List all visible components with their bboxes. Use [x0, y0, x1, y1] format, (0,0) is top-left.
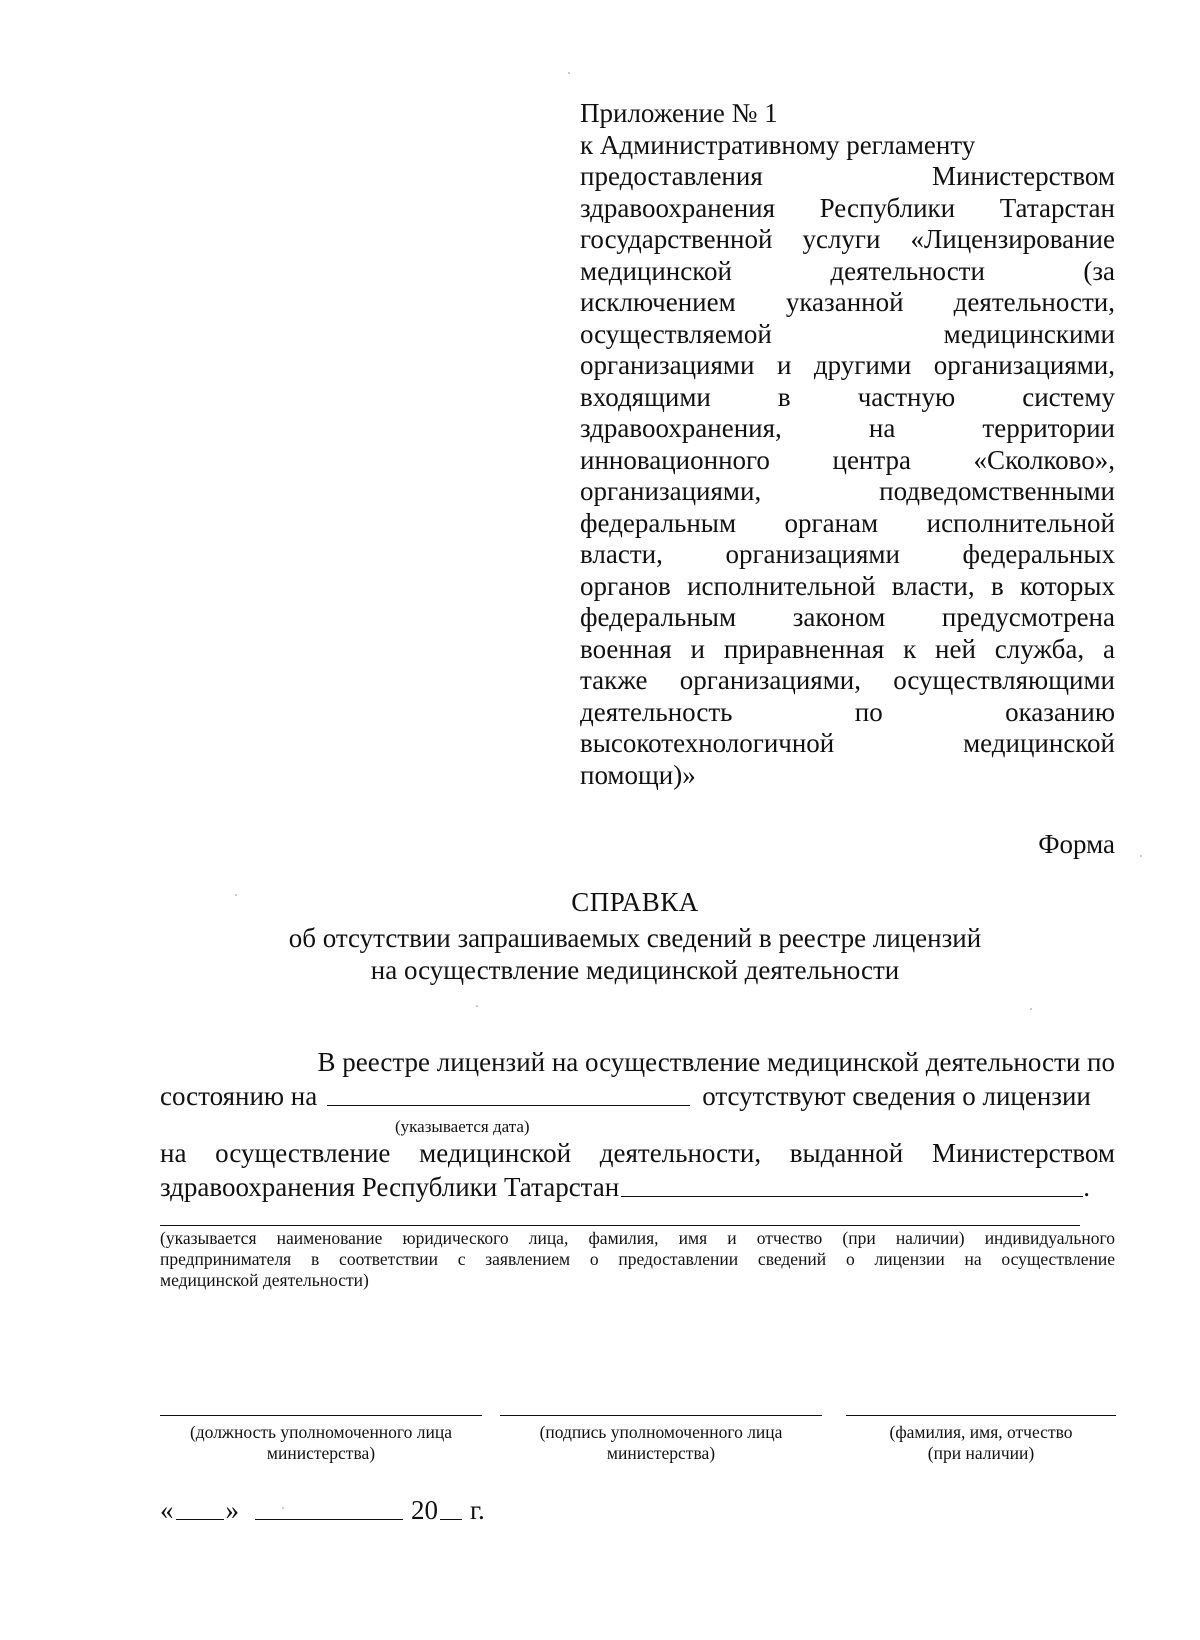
date-line — [160, 1495, 485, 1526]
appendix-line: организациями, подведомственными — [580, 476, 1115, 506]
scan-speck — [1140, 855, 1142, 857]
signature-name-block — [846, 1415, 1116, 1464]
scan-speck — [568, 72, 570, 74]
appendix-header — [580, 98, 1115, 791]
body-text: состоянию на — [160, 1081, 318, 1111]
note-line: (указывается наименование юридического лица, фамилия, имя и отчество (при наличии) индивидуального — [160, 1228, 1115, 1248]
year-blank-field[interactable] — [440, 1495, 462, 1520]
appendix-line: также организациями, осуществляющими — [580, 665, 1115, 695]
appendix-line: здравоохранения, на территории — [580, 413, 1115, 443]
scan-speck — [476, 1005, 478, 1007]
scan-speck — [282, 1507, 284, 1509]
body-line-4 — [160, 1172, 1115, 1203]
note-line: предпринимателя в соответствии с заявлением о предоставлении сведений о лицензии на осуществление — [160, 1249, 1115, 1269]
subtitle-line: об отсутствии запрашиваемых сведений в реестре лицензий — [288, 923, 982, 953]
name-caption: (при наличии) — [927, 1443, 1035, 1463]
month-blank-field[interactable] — [255, 1495, 403, 1520]
appendix-line: Приложение № 1 — [580, 98, 778, 128]
year-prefix: 20 — [411, 1495, 438, 1525]
appendix-line: входящими в частную систему — [580, 381, 1115, 412]
appendix-line: к Административному регламенту — [580, 129, 976, 160]
subtitle-line: на осуществление медицинской деятельности — [370, 955, 900, 985]
body-text: В реестре лицензий на осуществление медицинской деятельности по — [317, 1047, 1115, 1077]
signature-sign-block — [500, 1415, 822, 1464]
document-title: СПРАВКА — [571, 887, 699, 917]
date-blank-field[interactable] — [327, 1081, 690, 1106]
body-line-2 — [160, 1081, 1115, 1112]
date-open-quote: « — [160, 1495, 174, 1525]
appendix-line: осуществляемой медицинскими — [580, 318, 1115, 349]
note-line: медицинской деятельности) — [160, 1270, 369, 1290]
appendix-line: предоставления Министерством — [580, 161, 1115, 191]
day-blank-field[interactable] — [176, 1495, 224, 1520]
body-text: отсутствуют сведения о лицензии — [702, 1081, 1091, 1111]
document-subtitle — [0, 922, 1200, 986]
appendix-line: исключением указанной деятельности, — [580, 287, 1115, 317]
appendix-line: деятельность по оказанию — [580, 696, 1115, 727]
position-caption: (должность уполномоченного лица — [189, 1422, 453, 1442]
form-label: Форма — [1038, 829, 1115, 859]
appendix-line: государственной услуги «Лицензирование — [580, 224, 1115, 254]
appendix-line: федеральным органам исполнительной — [580, 507, 1115, 538]
signature-caption: министерства) — [606, 1443, 716, 1463]
licensee-blank-field[interactable] — [621, 1172, 1083, 1197]
licensee-note — [160, 1228, 1115, 1291]
name-blank-field[interactable] — [846, 1415, 1116, 1416]
appendix-line: здравоохранения Республики Татарстан — [580, 192, 1115, 223]
year-suffix: г. — [470, 1495, 485, 1525]
body-line-1 — [160, 1047, 1115, 1078]
appendix-line: федеральным законом предусмотрена — [580, 602, 1115, 632]
licensee-name-rule — [160, 1225, 1080, 1226]
appendix-line: военная и приравненная к ней служба, а — [580, 633, 1115, 664]
signature-caption: (подпись уполномоченного лица — [539, 1422, 783, 1442]
position-caption: министерства) — [266, 1443, 376, 1463]
body-text: . — [1083, 1172, 1090, 1202]
appendix-line: высокотехнологичной медицинской — [580, 728, 1115, 758]
appendix-line: медицинской деятельности (за — [580, 255, 1115, 286]
scan-speck — [235, 894, 237, 896]
signature-position-block — [160, 1415, 482, 1464]
name-caption: (фамилия, имя, отчество — [889, 1422, 1073, 1442]
scan-speck — [1030, 1008, 1032, 1010]
appendix-line: организациями и другими организациями, — [580, 350, 1115, 380]
appendix-line: помощи)» — [580, 759, 696, 790]
body-line-3: на осуществление медицинской деятельности, выданной Министерством — [160, 1138, 1115, 1168]
appendix-line: органов исполнительной власти, в которых — [580, 570, 1115, 601]
signature-blank-field[interactable] — [500, 1415, 822, 1416]
appendix-line: инновационного центра «Сколково», — [580, 444, 1115, 475]
body-text: здравоохранения Республики Татарстан — [160, 1172, 620, 1202]
position-blank-field[interactable] — [160, 1415, 482, 1416]
date-hint: (указывается дата) — [395, 1117, 530, 1136]
date-close-quote: » — [225, 1495, 239, 1525]
appendix-line: власти, организациями федеральных — [580, 539, 1115, 569]
